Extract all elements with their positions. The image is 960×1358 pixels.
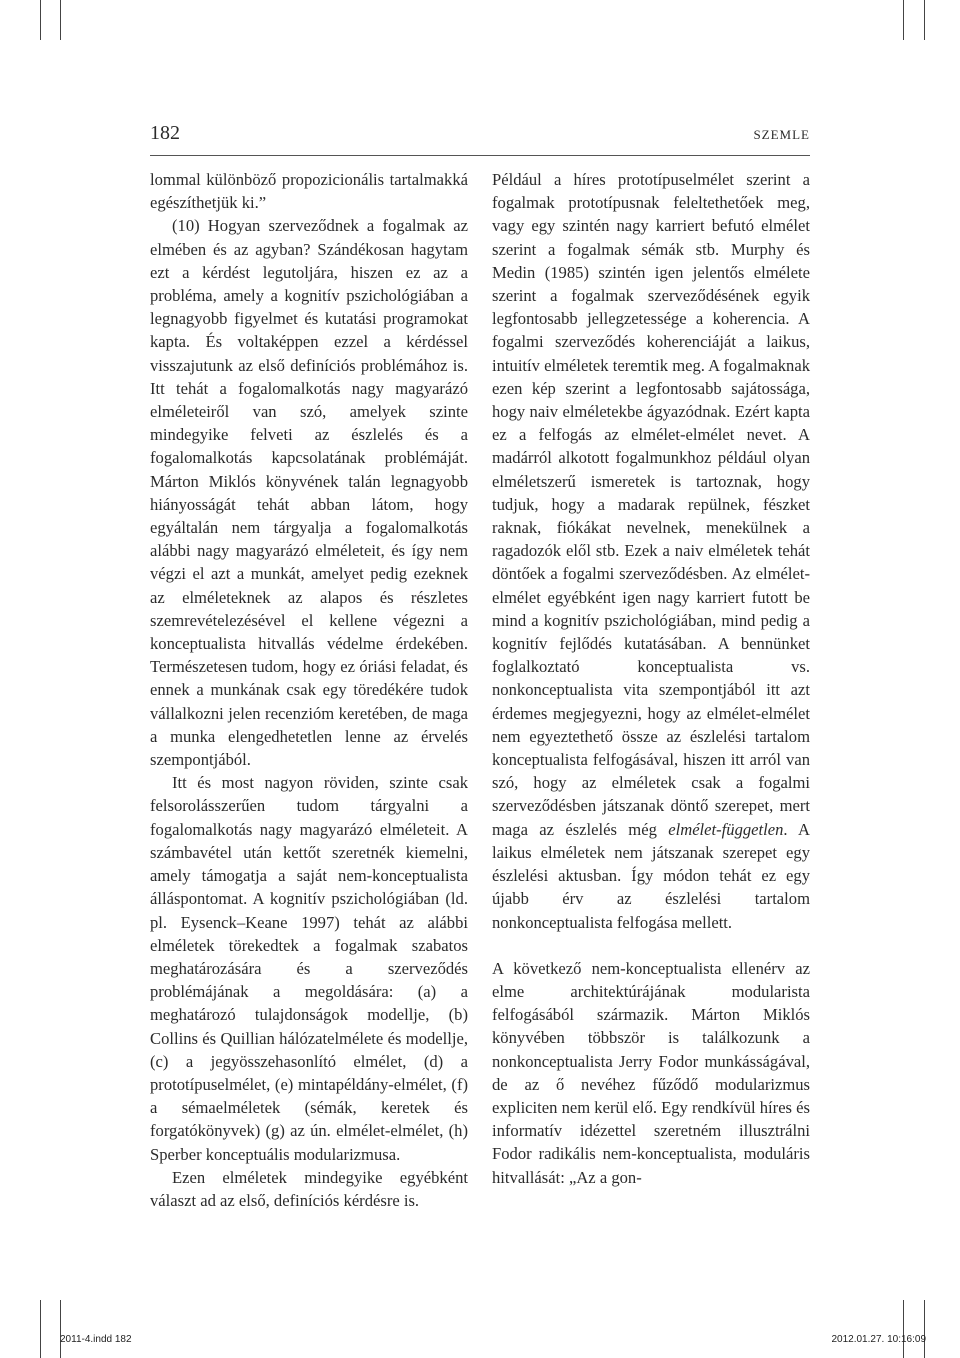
paragraph xyxy=(492,168,810,934)
paragraph: Itt és most nagyon röviden, szinte csak felsorolásszerűen tudom tárgyalni a fogalomalkotás nagy magyarázó elméleteit. A számbavétel után kettőt szeretnék kiemelni, amely támogatja a saját nem-konceptualista álláspontomat. A kognitív pszichológiában (ld. pl. Eysenck–Keane 1997) tehát az alábbi elméletek törekedtek a fogalmak szabatos meghatározására és a szerveződés problémájának a megoldására: (a) a meghatározó tulajdonságok modellje, (b) Collins és Quillian hálózatelmélete és modellje, (c) a jegyösszehasonlító elmélet, (d) a prototípuselmélet, (e) mintapéldány-elmélet, (f) a sémaelméletek (sémák, keretek és forgatókönyvek) (g) az ún. elmélet-elmélet, (h) Sperber konceptuális modularizmusa. xyxy=(150,773,468,1164)
crop-mark xyxy=(60,1300,61,1358)
file-slug: 2011-4.indd 182 xyxy=(60,1334,132,1345)
header-rule xyxy=(150,155,810,156)
crop-mark xyxy=(924,1300,925,1358)
paragraph: A következő nem-konceptualista ellenérv az elme architektúrájának modularista felfogásából származik. Márton Miklós könyvében többször is találkozunk a nonkonceptualista Jerry Fodor munkásságával, de az ő nevéhez fűződő modularizmus expliciten nem kerül elő. Egy rendkívül híres és informatív idézettel szeretném illusztrálni Fodor radikális nem-konceptualista, moduláris hitvallását: „Az a gon- xyxy=(492,958,810,1187)
right-column xyxy=(492,168,810,1189)
crop-mark xyxy=(40,0,41,40)
paragraph-text: Például a híres prototípuselmélet szerint a fogalmak prototípusnak feleltethetőek meg, vagy egy szintén nagy karriert befutó elmélet szerint a fogalmak sémák stb. Murphy és Medin (1985) szintén igen jelentős elmélete szerint a fogalmak szerveződésének egyik legfontosabb jellegzetessége a koherencia. A fogalmi szerveződés koherenciáját a laikus, intuitív elméletek teremtik meg. A fogalmaknak ezen kép szerint a legfontosabb sajátossága, hogy naiv elméletekbe ágyazódnak. Ezért kapta ez a felfogás az elmélet-elmélet nevet. A madárról alkotott fogalmunkhoz például olyan elméletszerű ismeretek is tartoznak, hogy tudjuk, hogy a madarak repülnek, fészket raknak, fiókákat nevelnek, menekülnek a ragadozók elől stb. Ezek a naiv elméletek tehát döntőek a fogalmi szerveződésben. Az elmélet-elmélet egyébként igen nagy karriert futott be mind a kognitív pszichológiában, mind pedig a kognitív fejlődés kutatásában. A bennünket foglalkoztató konceptualista vs. nonkonceptualista vita szempontjából itt azt érdemes megjegyezni, hogy az elmélet-elmélet nem egyeztethető össze az észlelési tartalom konceptualista felfogásával, hiszen itt arról van szó, hogy az elméletek csak a fogalmi szerveződésben játszanak döntő szerepet, mert maga az észlelés még xyxy=(492,170,810,839)
timestamp-slug: 2012.01.27. 10:16:09 xyxy=(831,1334,926,1345)
crop-mark xyxy=(903,0,904,40)
page-number: 182 xyxy=(150,122,180,144)
left-column xyxy=(150,168,468,1212)
emphasized-term: elmélet-független xyxy=(668,819,784,839)
crop-mark xyxy=(40,1300,41,1358)
paragraph: (10) Hogyan szerveződnek a fogalmak az elmében és az agyban? Szándékosan hagytam ezt a kérdést legutoljára, hiszen ez az a probléma, amely a kognitív pszichológiában a legnagyobb figyelmet és kutatási programokat kapta. És voltaképpen ezzel a kérdéssel visszajutunk az első definíciós problémához is. Itt tehát a fogalomalkotás nagy magyarázó elméleteiről van szó, amelyek szinte mindegyike felveti az észlelés és a fogalomalkotás kapcsolatának problémáját. Márton Miklós könyvének talán legnagyobb hiányosságát tehát abban látom, hogy egyáltalán nem tárgyalja a fogalomalkotás alábbi nagy magyarázó elméleteit, és így nem végzi el azt a munkát, amelyet pedig ezeknek az elméleteknek az alapos és részletes szemrevételezésével el kellene végezni a konceptualista hitvallás védelme érdekében. Természetesen tudom, hogy ez óriási feladat, és ennek a munkának csak egy töredékére tudok vállalkozni jelen recenzióm keretében, de maga a munka elengedhetetlen lenne az érvelés szempontjából. xyxy=(150,216,468,770)
crop-mark xyxy=(60,0,61,40)
paragraph-text: . A laikus elméletek nem játszanak szerepet egy észlelési aktusban. Így módon tehát ez egy újabb érv az észlelési tartalom nonkonceptualista felfogása mellett. xyxy=(492,819,810,932)
paragraph: Ezen elméletek mindegyike egyébként választ ad az első, definíciós kérdésre is. xyxy=(150,1167,468,1210)
paragraph: lommal különböző propozicionális tartalmakká egészíthetjük ki.” xyxy=(150,170,468,213)
section-label: SZEMLE xyxy=(753,127,810,142)
crop-mark xyxy=(903,1300,904,1358)
crop-mark xyxy=(924,0,925,40)
